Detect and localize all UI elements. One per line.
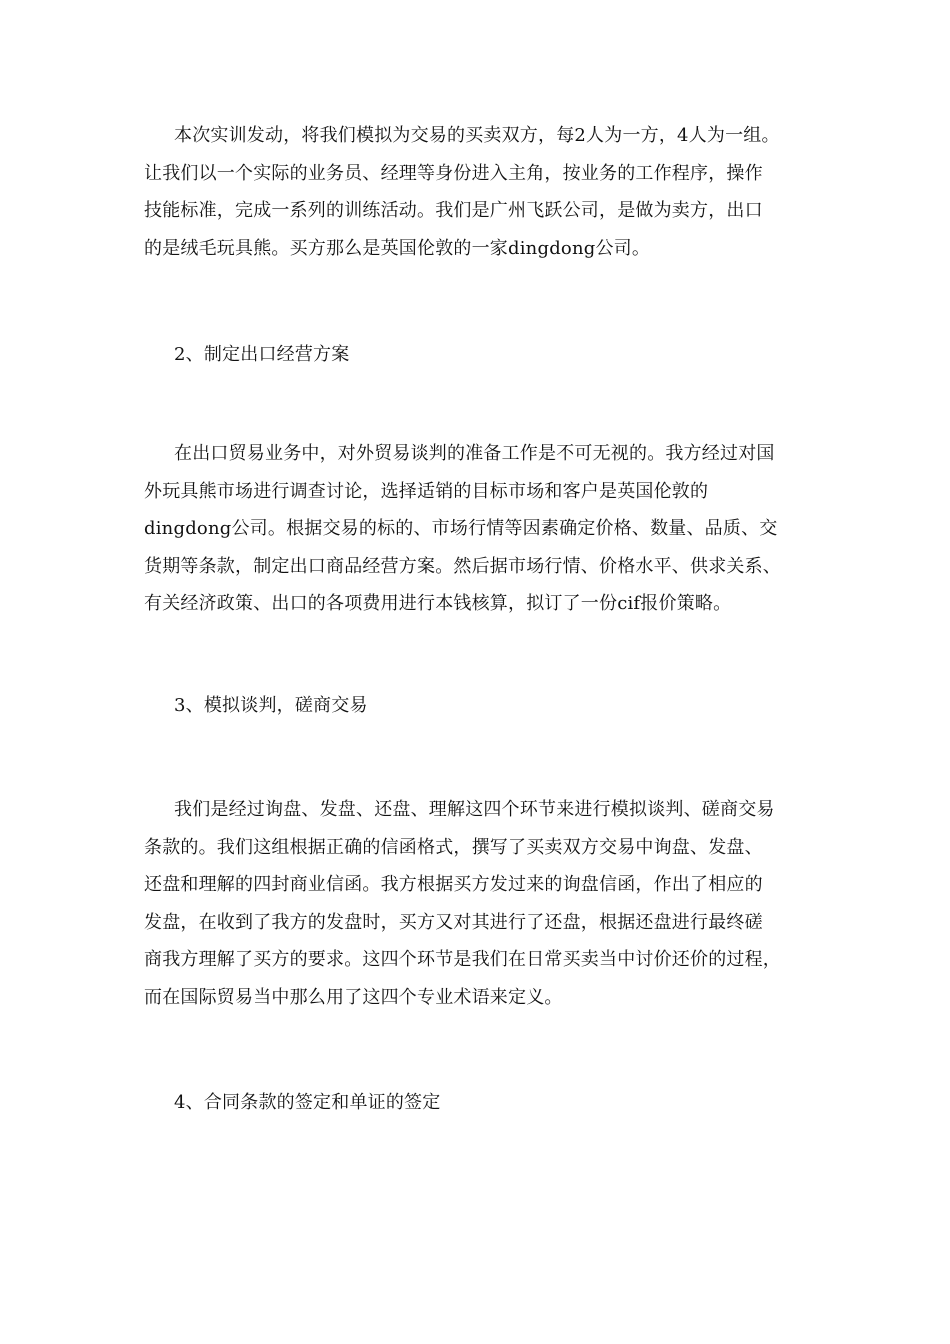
- section-heading-negotiation: 3、模拟谈判，磋商交易: [174, 695, 368, 716]
- text-line: 让我们以一个实际的业务员、经理等身份进入主角，按业务的工作程序，操作: [144, 162, 763, 184]
- text-line: 货期等条款，制定出口商品经营方案。然后据市场行情、价格水平、供求关系、: [144, 555, 781, 577]
- text-line: 我们是经过询盘、发盘、还盘、理解这四个环节来进行模拟谈判、磋商交易: [174, 799, 775, 820]
- text-line: 在出口贸易业务中，对外贸易谈判的准备工作是不可无视的。我方经过对国: [174, 443, 775, 464]
- section-heading-contract: 4、合同条款的签定和单证的签定: [174, 1092, 441, 1113]
- text-line: 发盘，在收到了我方的发盘时，买方又对其进行了还盘，根据还盘进行最终磋: [144, 911, 763, 933]
- text-line: 有关经济政策、出口的各项费用进行本钱核算，拟订了一份cif报价策略。: [144, 593, 732, 614]
- text-line: 的是绒毛玩具熊。买方那么是英国伦敦的一家dingdong公司。: [144, 237, 651, 259]
- paragraph-negotiation: [144, 791, 814, 1016]
- text-line: 技能标准，完成一系列的训练活动。我们是广州飞跃公司，是做为卖方，出口: [144, 200, 763, 221]
- text-line: 条款的。我们这组根据正确的信函格式，撰写了买卖双方交易中询盘、发盘、: [144, 836, 763, 858]
- text-line: 商我方理解了买方的要求。这四个环节是我们在日常买卖当中讨价还价的过程，: [144, 949, 781, 970]
- paragraph-export-plan: [144, 435, 814, 623]
- text-line: 本次实训发动，将我们模拟为交易的买卖双方，每2人为一方，4人为一组。: [174, 125, 780, 146]
- text-line: 外玩具熊市场进行调查讨论，选择适销的目标市场和客户是英国伦敦的: [144, 480, 709, 502]
- text-line: dingdong公司。根据交易的标的、市场行情等因素确定价格、数量、品质、交: [144, 518, 778, 539]
- text-line: 而在国际贸易当中那么用了这四个专业术语来定义。: [144, 986, 563, 1008]
- paragraph-training-intro: [144, 117, 814, 267]
- text-line: 还盘和理解的四封商业信函。我方根据买方发过来的询盘信函，作出了相应的: [144, 874, 763, 895]
- section-heading-export-plan: 2、制定出口经营方案: [174, 344, 350, 365]
